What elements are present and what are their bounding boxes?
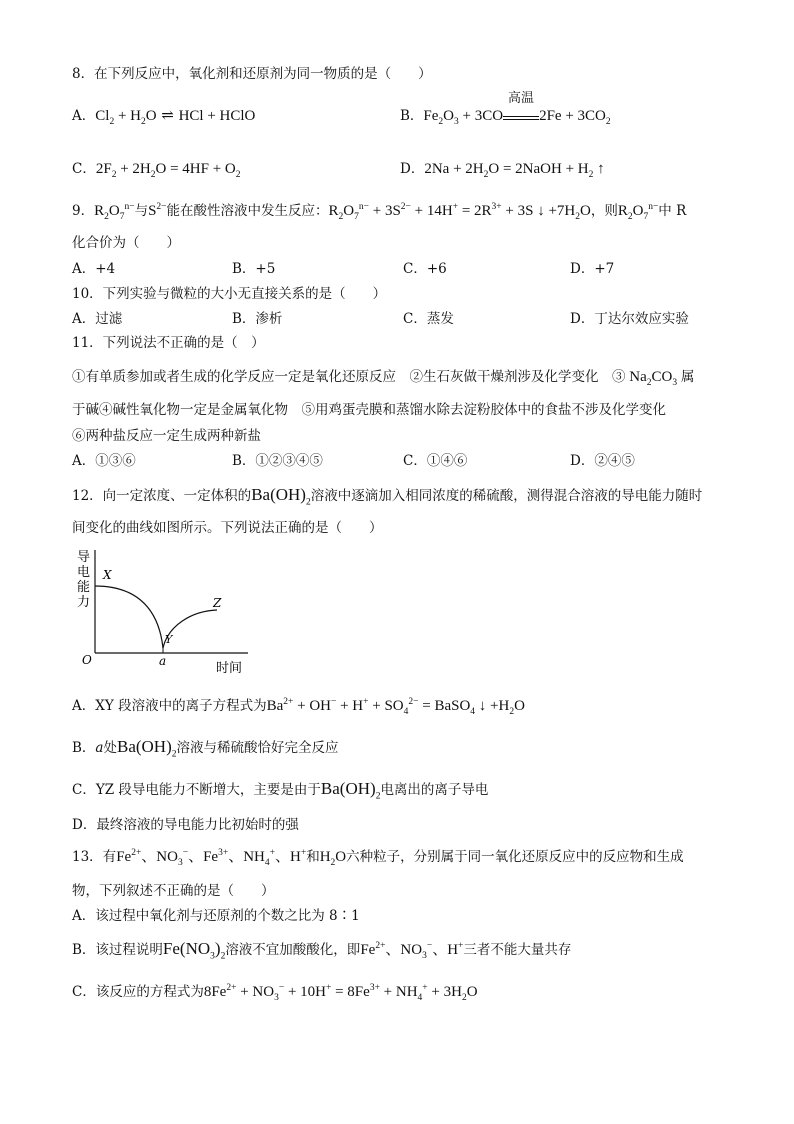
high-temp-condition: 高温 [508,91,535,106]
y-axis-label-char-1: 导 [77,550,91,565]
curve-xy [95,586,163,648]
q11-statement-line3: ⑥两种盐反应一定生成两种新盐 [72,428,261,444]
q12-stem-line2: 间变化的曲线如图所示。下列说法正确的是（ ） [72,520,383,536]
q13-stem: 13．有$Fe^{2+}$、$NO_3^-$、$Fe^{3+}$、$NH_4^+$、H+和$H_2O$六种粒子，分别属于同一氧化还原反应中的反应物和生成 [72,848,684,868]
q8-option-d: D．$2Na + 2H_2O$ = 2NaOH + $H_2$ ↑ [400,161,605,180]
q12-option-a: A．XY 段溶液中的离子方程式为$Ba^{2+} + OH^- + H^+ + SO_4^{2-}$ = BaSO$_4$ ↓ $+H_2O$ [72,697,525,717]
q8-option-c: C．$2F_2 + 2H_2O = 4HF + O_2$ [72,161,241,180]
q9-stem: 9．$R_2O_7^{n-}$与$S^{2-}$能在酸性溶液中发生反应：$R_2O_7^{n-} + 3S^{2-} + 14H^+ = 2R^{3+} + 3S$ ↓ $+7H_2O$，则$R_2O_7^{n-}$中 R [72,202,687,222]
y-axis-label-char-3: 能 [77,580,91,595]
q11-option-b: B．①②③④⑤ [232,453,323,469]
q10-option-b: B．渗析 [232,311,283,327]
q8-stem: 8．在下列反应中，氧化剂和还原剂为同一物质的是（ ） [72,66,432,82]
q10-option-a: A．过滤 [72,311,123,327]
q9-option-a: A．+4 [72,261,116,277]
q11-stem: 11．下列说法不正确的是（ ） [72,335,265,351]
q12-option-b: B．a处$Ba(OH)_2$溶液与稀硫酸恰好完全反应 [72,737,339,760]
q11-option-c: C．①④⑥ [403,453,468,469]
y-axis-label-char-4: 力 [77,595,91,610]
q13-option-b: B．该过程说明$Fe(NO_3)_2$溶液不宜加酸酸化，即$Fe^{2+}$、$NO_3^-$、H+三者不能大量共存 [72,939,572,962]
q12-stem: 12．向一定浓度、一定体积的$Ba(OH)_2$溶液中逐滴加入相同浓度的稀硫酸，测得混合溶液的导电能力随时 [72,485,703,508]
point-x-label: X [103,568,112,582]
q12-option-c: C．YZ 段导电能力不断增大，主要是由于$Ba(OH)_2$电离出的离子导电 [72,779,489,802]
q11-statement-line2: 于碱④碱性氧化物一定是金属氧化物 ⑤用鸡蛋壳膜和蒸馏水除去淀粉胶体中的食盐不涉及化学变化 [72,402,666,418]
q10-option-d: D．丁达尔效应实验 [570,311,689,327]
q9-stem-line2: 化合价为（ ） [72,235,180,251]
conductivity-time-graph [76,548,256,676]
y-axis-label-char-2: 电 [77,565,91,580]
q13-option-a: A．该过程中氧化剂与还原剂的个数之比为 8∶1 [72,908,360,924]
q10-option-c: C．蒸发 [403,311,454,327]
point-y-label: Y [165,633,173,646]
q9-option-b: B．+5 [232,261,276,277]
q9-option-c: C．+6 [403,261,447,277]
q10-stem: 10．下列实验与微粒的大小无直接关系的是（ ） [72,286,387,302]
x-axis-label: 时间 [216,661,243,676]
q8-option-b: B．$Fe_2O_3 + 3CO$ 高温 $2Fe + 3CO_2$ [400,91,611,127]
q11-option-d: D．②④⑤ [570,453,635,469]
q12-option-d: D．最终溶液的导电能力比初始时的强 [72,817,299,833]
q11-statement-line1: ①有单质参加或者生成的化学反应一定是氧化还原反应 ②生石灰做干燥剂涉及化学变化 ③ $Na_2CO_3$ 属 [72,369,695,388]
q8-option-a: A．$Cl_2 + H_2O$ ⇌ HCl + HClO [72,108,256,127]
point-a-label: a [159,654,167,668]
origin-label: O [82,653,92,667]
q13-stem-line2: 物，下列叙述不正确的是（ ） [72,883,275,899]
point-z-label: Z [213,596,222,610]
q11-option-a: A．①③⑥ [72,453,136,469]
q13-option-c: C．该反应的方程式为$8Fe^{2+} + NO_3^- + 10H^+ = 8Fe^{3+} + NH_4^+ + 3H_2O$ [72,983,478,1003]
q9-option-d: D．+7 [570,261,615,277]
